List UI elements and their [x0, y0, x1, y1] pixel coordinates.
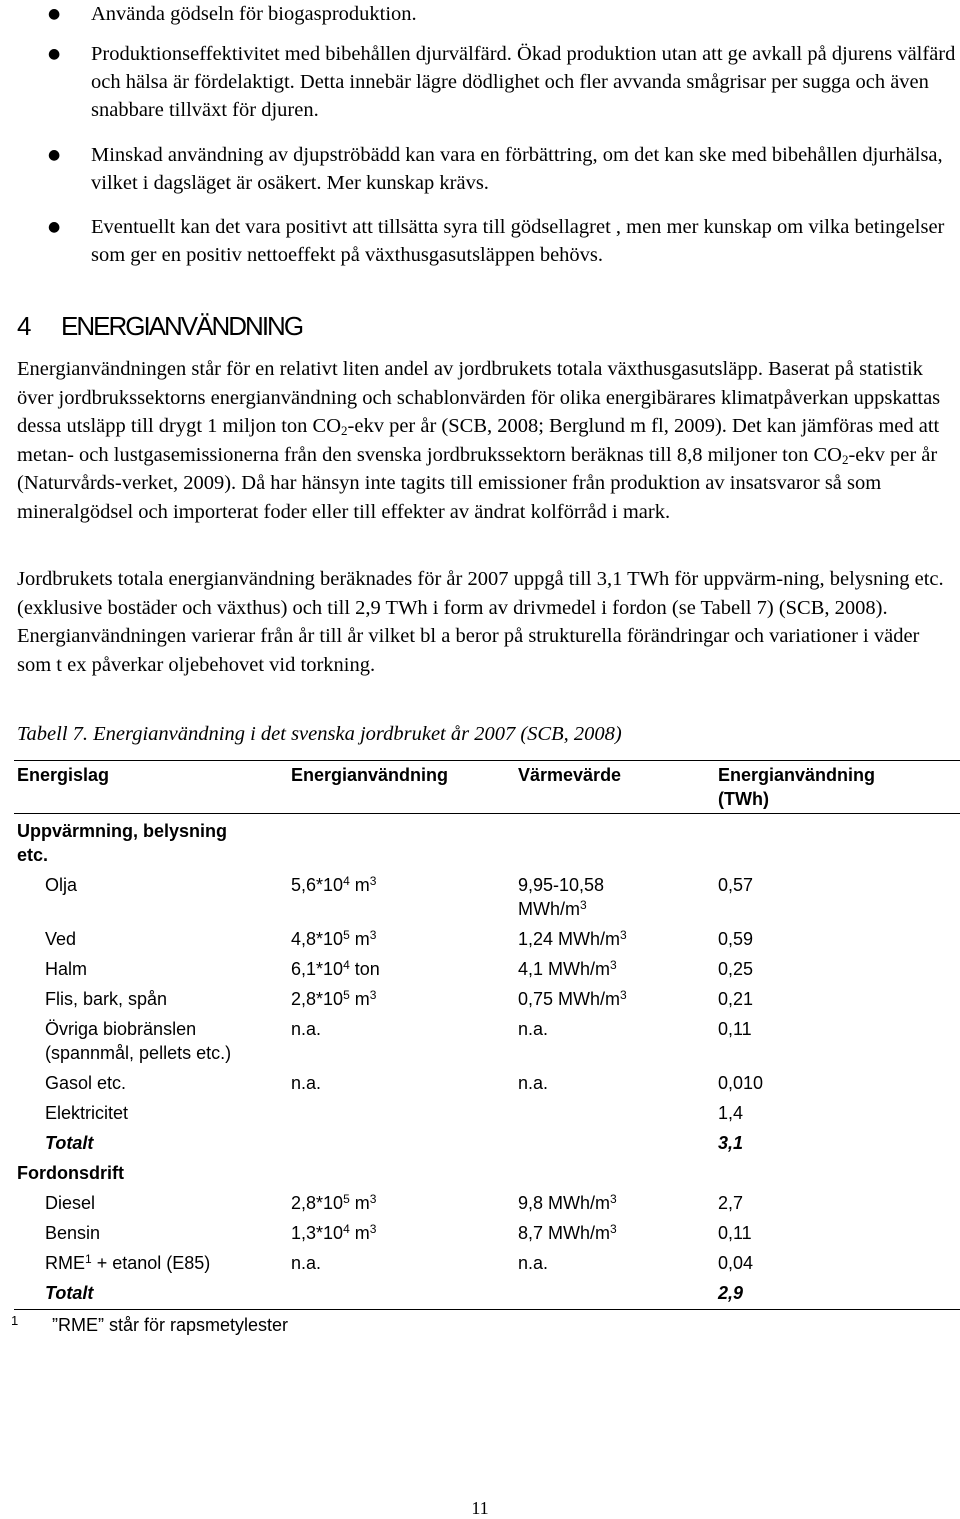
bullet-text: Eventuellt kan det vara positivt att tillsätta syra till gödsellagret , men mer kunskap om vilka betingelser som ger en positiv nettoeffekt på växthusgasutsläppen behövs.	[91, 216, 945, 266]
row-name: $RME^1$ + etanol (E85)	[45, 1252, 211, 1273]
row-heat: 0,75 MWh/$m^3$	[518, 988, 627, 1009]
page-number: 11	[471, 1498, 489, 1518]
header-energianvandning-twh: Energianvändning	[718, 765, 876, 785]
row-usage: n.a.	[291, 1253, 322, 1273]
row-usage: $2,8*10^5$ $m^3$	[291, 988, 377, 1009]
row-usage: $4,8*10^5$ $m^3$	[291, 928, 377, 949]
row-name: Bensin	[45, 1223, 101, 1243]
bullet-icon: ●	[48, 219, 61, 235]
row-name: Gasol etc.	[45, 1073, 127, 1093]
row-usage: n.a.	[291, 1019, 322, 1039]
row-heat: 9,8 MWh/$m^3$	[518, 1192, 617, 1213]
row-heat: 9,95-10,58	[518, 875, 605, 895]
subscript: 2	[341, 423, 348, 438]
row-heat: 1,24 MWh/$m^3$	[518, 928, 627, 949]
row-usage: $2,8*10^5$ $m^3$	[291, 1192, 377, 1213]
header-varmevarde: Värmevärde	[518, 765, 622, 785]
group-heading: Uppvärmning, belysning	[17, 821, 228, 841]
row-twh: 0,21	[718, 989, 754, 1009]
row-name: Totalt	[45, 1283, 94, 1303]
row-heat: MWh/$m^3$	[518, 898, 587, 919]
row-twh: 0,25	[718, 959, 754, 979]
row-name: Olja	[45, 875, 78, 895]
row-usage: $6,1*10^4$ ton	[291, 958, 380, 979]
header-unit: (TWh)	[718, 789, 769, 809]
row-name: (spannmål, pellets etc.)	[45, 1043, 232, 1063]
bullet-icon: ●	[48, 6, 61, 22]
row-name: Halm	[45, 959, 88, 979]
paragraph: Jordbrukets totala energianvändning beräknades för år 2007 uppgå till 3,1 TWh för uppvärm-ning, belysning etc. (exklusive bostäder och växthus) och till 2,9 TWh i form av drivmedel i fordon (se Tabell 7) (SCB, 2008). Energianvändningen varierar från år till år vilket bl a beror på strukturella förändringar och variationer i väder som t ex påverkar oljebehovet vid torkning.	[17, 568, 944, 676]
row-name: Flis, bark, spån	[45, 989, 168, 1009]
footnote-mark: 1	[11, 1313, 19, 1328]
bullet-icon: ●	[48, 46, 61, 62]
row-name: Diesel	[45, 1193, 96, 1213]
footnote-text: ”RME” står för rapsmetylester	[52, 1315, 289, 1335]
paragraph-text: Energianvändningen står för en relativt liten andel av jordbrukets totala växthusgasutsläpp. Baserat på statistik över jordbrukssektorns energianvändning och schablonvärden för olika energibärares klimatpåverkan uppskattas dessa utsläpp till drygt 1 miljon ton CO	[17, 358, 941, 437]
group-heading: etc.	[17, 845, 49, 865]
row-twh: 2,7	[718, 1193, 744, 1213]
row-twh: 3,1	[718, 1133, 744, 1153]
bullet-icon: ●	[48, 147, 61, 163]
row-twh: 0,010	[718, 1073, 764, 1093]
row-twh: 1,4	[718, 1103, 744, 1123]
table-bottom-rule	[14, 1309, 960, 1310]
row-usage: $1,3*10^4$ $m^3$	[291, 1222, 377, 1243]
row-heat: n.a.	[518, 1253, 549, 1273]
row-twh: 0,04	[718, 1253, 754, 1273]
paragraph-text: -ekv per år (SCB, 2008; Berglund m fl, 2009). Det kan jämföras med att metan- och lustgasemissionerna från den svenska jordbrukssektorn beräknas till 8,8 miljoner ton CO	[17, 415, 940, 466]
header-energislag: Energislag	[17, 765, 110, 785]
group-heading: Fordonsdrift	[17, 1163, 124, 1183]
header-rule	[14, 813, 960, 814]
row-name: Totalt	[45, 1133, 94, 1153]
table-caption: Tabell 7. Energianvändning i det svenska jordbruket år 2007 (SCB, 2008)	[17, 723, 622, 745]
row-heat: n.a.	[518, 1019, 549, 1039]
row-name: Övriga biobränslen	[45, 1019, 197, 1039]
subscript: 2	[841, 451, 849, 467]
row-heat: 4,1 MWh/$m^3$	[518, 958, 617, 979]
row-twh: 2,9	[718, 1283, 744, 1303]
row-usage: $5,6*10^4$ $m^3$	[291, 874, 377, 895]
bullet-text: Minskad användning av djupströbädd kan vara en förbättring, om det kan ske med bibehållen djurhälsa, vilket i dagsläget är osäkert. Mer kunskap krävs.	[91, 144, 943, 194]
paragraph-text: -ekv per år (Naturvårds-verket, 2009). Då har hänsyn inte tagits till emissioner från produktion av insatsvaror så som mineralgödsel och importerat foder eller till effekter av ändrat kolförråd i mark.	[17, 443, 938, 523]
section-number: 4	[17, 311, 32, 341]
row-name: Elektricitet	[45, 1103, 129, 1123]
table-top-rule	[14, 760, 960, 761]
row-twh: 0,11	[718, 1223, 752, 1243]
header-energianvandning: Energianvändning	[291, 765, 449, 785]
row-usage: n.a.	[291, 1073, 322, 1093]
row-twh: 0,59	[718, 929, 754, 949]
paragraph	[17, 355, 947, 526]
section-title: ENERGIANVÄNDNING	[61, 311, 303, 341]
bullet-text: Produktionseffektivitet med bibehållen djurvälfärd. Ökad produktion utan att ge avkall på djurens välfärd och hälsa är fördelaktigt. Detta innebär lägre dödlighet och fler avvanda smågrisar per sugga och även snabbare tillväxt för djuren.	[91, 43, 956, 121]
row-twh: 0,11	[718, 1019, 752, 1039]
row-twh: 0,57	[718, 875, 754, 895]
row-heat: n.a.	[518, 1073, 549, 1093]
row-name: Ved	[45, 929, 77, 949]
row-heat: 8,7 MWh/$m^3$	[518, 1222, 617, 1243]
bullet-text: Använda gödseln för biogasproduktion.	[91, 3, 417, 25]
